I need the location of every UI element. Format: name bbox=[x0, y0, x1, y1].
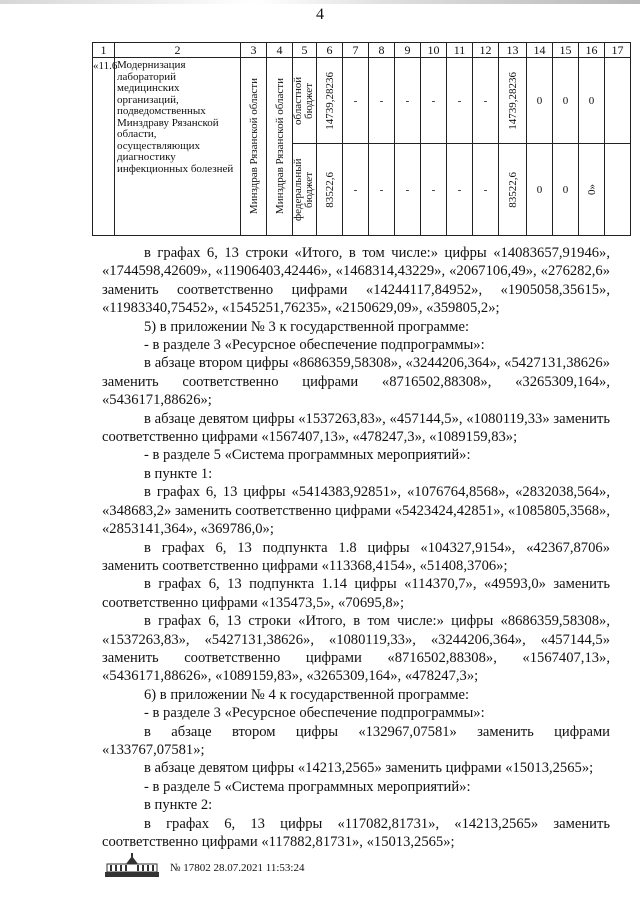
year-cell: - bbox=[421, 144, 447, 236]
table-header-row bbox=[93, 43, 631, 58]
total-cell: 14739,28236 bbox=[317, 58, 343, 144]
total-cell: 83522,6 bbox=[317, 144, 343, 236]
header-cell: 9 bbox=[395, 43, 421, 58]
year-cell: - bbox=[447, 144, 473, 236]
main-executor bbox=[267, 58, 293, 236]
header-cell: 5 bbox=[293, 43, 317, 58]
year-cell: - bbox=[369, 144, 395, 236]
year-cell: - bbox=[473, 144, 499, 236]
paragraph: в пункте 1: bbox=[144, 465, 213, 482]
paragraph: 6) в приложении № 4 к государственной программе: bbox=[144, 686, 470, 703]
paragraph: в абзаце втором цифры «132967,07581» заменить цифрами «133767,07581»; bbox=[102, 723, 610, 758]
year-cell: - bbox=[369, 58, 395, 144]
year-cell: - bbox=[421, 58, 447, 144]
paragraph: в графах 6, 13 строки «Итого, в том числе:» цифры «14083657,91946», «1744598,42609», «11906403,42446», «1468314,43229», «2067106,49», «276282,6» заменить соответственно цифрами «14244117,84952», «1905058,35615», «11983340,75452», «1545251,76235», «2150629,09», «359805,2»; bbox=[102, 245, 610, 317]
year-cell: 0 bbox=[527, 58, 553, 144]
paragraph: в графах 6, 13 подпункта 1.8 цифры «104327,9154», «42367,8706» заменить соответственно цифрами «113368,4154», «51408,3706»; bbox=[102, 539, 610, 574]
header-cell: 11 bbox=[447, 43, 473, 58]
registration-stamp bbox=[170, 862, 304, 874]
year-cell: - bbox=[343, 58, 369, 144]
year-cell: 14739,28236 bbox=[499, 58, 527, 144]
paragraph: в графах 6, 13 подпункта 1.14 цифры «114370,7», «49593,0» заменить соответственно цифрами «135473,5», «70695,8»; bbox=[102, 576, 610, 611]
measure-description: Модернизация лабораторий медицинских организаций, подведомственных Минздраву Рязанской области, осуществляющих диагностику инфекционных болезней bbox=[115, 58, 241, 236]
timestamp: 28.07.2021 11:53:24 bbox=[213, 862, 305, 874]
paragraph: - в разделе 3 «Ресурсное обеспечение подпрограммы»: bbox=[144, 337, 485, 354]
row-id: «11.6 bbox=[93, 58, 115, 236]
paragraph: в абзаце девятом цифры «14213,2565» заменить цифрами «15013,2565»; bbox=[144, 760, 594, 777]
header-cell: 10 bbox=[421, 43, 447, 58]
year-cell: 0 bbox=[527, 144, 553, 236]
government-building-icon bbox=[104, 852, 160, 878]
header-cell: 8 bbox=[369, 43, 395, 58]
header-cell: 3 bbox=[241, 43, 267, 58]
header-cell: 12 bbox=[473, 43, 499, 58]
document-body bbox=[102, 244, 610, 851]
header-cell: 2 bbox=[115, 43, 241, 58]
paragraph: - в разделе 3 «Ресурсное обеспечение подпрограммы»: bbox=[144, 705, 485, 722]
paragraph: в графах 6, 13 строки «Итого, в том числе:» цифры «8686359,58308», «1537263,83», «5427131,38626», «1080119,33», «3244206,364», «457144,5» заменить соответственно цифрами «8716502,88308», «1567407,13», «5436171,88626», «1089159,83», «3265309,164», «478247,3»; bbox=[102, 613, 610, 685]
year-cell: 0 bbox=[553, 58, 579, 144]
year-cell: 0 bbox=[553, 144, 579, 236]
header-cell: 15 bbox=[553, 43, 579, 58]
year-cell bbox=[605, 144, 631, 236]
paragraph: в графах 6, 13 цифры «5414383,92851», «1076764,8568», «2832038,564», «348683,2» заменить соответственно цифрами «5423424,42851», «1085805,3568», «2853141,364», «369786,0»; bbox=[102, 484, 610, 538]
header-cell: 17 bbox=[605, 43, 631, 58]
responsible-executor bbox=[241, 58, 267, 236]
year-cell: - bbox=[447, 58, 473, 144]
table-row bbox=[93, 58, 631, 144]
paragraph: в пункте 2: bbox=[144, 797, 213, 814]
year-cell: 83522,6 bbox=[499, 144, 527, 236]
document-footer bbox=[104, 852, 504, 882]
header-cell: 7 bbox=[343, 43, 369, 58]
year-cell: 0 bbox=[579, 58, 605, 144]
header-cell: 4 bbox=[267, 43, 293, 58]
header-cell: 14 bbox=[527, 43, 553, 58]
page-number: 4 bbox=[316, 6, 324, 23]
year-cell: - bbox=[395, 58, 421, 144]
year-cell bbox=[605, 58, 631, 144]
paragraph: в графах 6, 13 цифры «117082,81731», «14213,2565» заменить соответственно цифрами «117882,81731», «15013,2565»; bbox=[102, 815, 610, 850]
header-cell: 6 bbox=[317, 43, 343, 58]
col3-text: Минздрав Рязанской области bbox=[247, 78, 260, 215]
paragraph: - в разделе 5 «Система программных мероприятий»: bbox=[144, 778, 471, 795]
header-cell: 13 bbox=[499, 43, 527, 58]
year-cell: - bbox=[473, 58, 499, 144]
funding-source: областной бюджет bbox=[293, 58, 317, 144]
doc-number: № 17802 bbox=[170, 862, 211, 874]
paragraph: - в разделе 5 «Система программных мероприятий»: bbox=[144, 447, 471, 464]
year-cell: 0» bbox=[579, 144, 605, 236]
year-cell: - bbox=[395, 144, 421, 236]
paragraph: в абзаце девятом цифры «1537263,83», «457144,5», «1080119,33» заменить соответственно цифрами «1567407,13», «478247,3», «1089159,83»; bbox=[102, 410, 610, 446]
header-cell: 1 bbox=[93, 43, 115, 58]
paragraph: 5) в приложении № 3 к государственной программе: bbox=[144, 318, 470, 335]
scan-edge bbox=[0, 0, 640, 4]
paragraph: в абзаце втором цифры «8686359,58308», «3244206,364», «5427131,38626» заменить соответственно цифрами «8716502,88308», «3265309,164», «5436171,88626»; bbox=[102, 355, 610, 409]
year-cell: - bbox=[343, 144, 369, 236]
header-cell: 16 bbox=[579, 43, 605, 58]
col4-text: Минздрав Рязанской области bbox=[273, 78, 286, 215]
budget-table bbox=[92, 42, 631, 236]
funding-source: федеральный бюджет bbox=[293, 144, 317, 236]
